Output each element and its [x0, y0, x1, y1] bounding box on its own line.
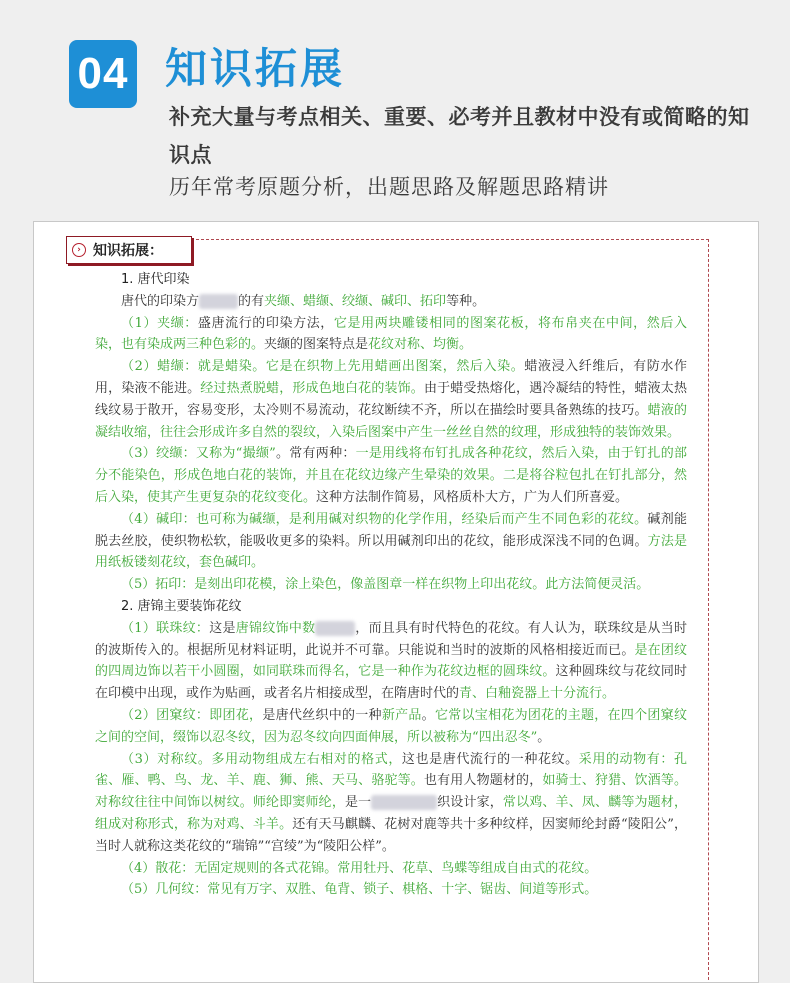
highlighted-text: 唐锦纹饰中数 [235, 620, 316, 636]
document-content [95, 269, 687, 901]
text-run: ，而且具有时代特色的花纹。有人认为，联珠纹是从当时的波斯传入的。根据所见材料证明，此说并不可靠。只能说和当时的波斯的风格相接近而已。 [95, 620, 687, 658]
highlighted-text: （2）团窠纹：即团花， [121, 707, 263, 723]
highlighted-text: 花纹对称、均衡。 [368, 337, 473, 353]
section-number-badge: 04 [69, 40, 137, 108]
body-paragraph [95, 574, 687, 596]
body-paragraph [95, 618, 687, 705]
section-heading: 1. 唐代印染 [121, 272, 190, 287]
knowledge-label: 知识拓展： [93, 243, 163, 259]
highlighted-text: （3）对称纹。多用动物组成左右相对的格式， [121, 751, 402, 767]
highlighted-text: 一是用线将布钉扎成各种花纹，然后入染，由于钉扎的部分不能染色，形成色地白花的装饰，并且在花纹边缘产生晕染的效果。二是将谷粒包扎在钉扎部分，然后入染，使其产生更复杂的花纹变化。 [95, 446, 687, 505]
highlighted-text: 常以鸡、羊、凤、麟等为题材，组成对称形式，称为对鸡、斗羊。 [95, 795, 687, 832]
page-title: 知识拓展 [165, 44, 346, 93]
text-run: 这也是唐代流行的一种花纹。 [401, 751, 579, 767]
text-run: 。常有两种： [275, 446, 356, 462]
highlighted-text: （4）碱印： [121, 511, 196, 527]
highlighted-text: 蜡液的凝结收缩，往往会形成许多自然的裂纹，入染后图案中产生一丝丝自然的纹理，形成独特的装饰效果。 [95, 402, 687, 440]
body-paragraph [95, 705, 687, 749]
body-paragraph [95, 509, 687, 574]
text-run: 的有 [238, 293, 265, 309]
highlighted-text: （4）散花：无固定规则的各式花锦。常用牡丹、花草、鸟蝶等组成自由式的花纹。 [121, 860, 598, 876]
highlighted-text: 是在团纹的四周边饰以若干小圆圈，如同联珠而得名，它是一种作为花纹边框的圆珠纹。 [95, 642, 687, 680]
text-run: 也有用人物题材的， [423, 773, 543, 789]
section-heading: 2. 唐锦主要装饰花纹 [121, 598, 242, 614]
text-run: 盛唐流行的印染方法， [197, 315, 334, 331]
highlighted-text: 经过热煮脱蜡，形成色地白花的装饰。 [200, 380, 424, 396]
highlighted-text: （5）几何纹：常见有万字、双胜、龟背、锁子、棋格、十字、锯齿、间道等形式。 [121, 882, 598, 898]
highlighted-text: （2）蜡缬：就是蜡染。它是在织物上先用蜡画出图案，然后入染。 [121, 359, 525, 375]
highlighted-text: （3）绞缬：又称为“撮缬” [121, 446, 276, 462]
text-run: 是唐代丝织中的一种 [262, 707, 382, 723]
knowledge-label-box [66, 236, 192, 264]
text-run: 还有天马麒麟、花树对鹿等共十多种纹样，因窦师纶封爵“陵阳公”，当时人就称这类花纹的“瑞锦”“宫绫”为“陵阳公样”。 [95, 816, 687, 854]
highlighted-text: 也可称为碱缬，是利用碱对织物的化学作用，经染后而产生不同色彩的花纹。 [195, 511, 648, 527]
text-run: 唐代的印染方 [121, 293, 200, 309]
highlighted-text: 新产品 [381, 707, 422, 723]
body-paragraph [95, 749, 687, 858]
body-paragraph [95, 356, 687, 443]
redacted-text [315, 621, 355, 636]
highlighted-text: 采用的动物有：孔雀、雁、鸭、鸟、龙、羊、鹿、狮、熊、天马、骆驼等。 [95, 751, 687, 789]
body-paragraph [95, 291, 687, 313]
body-paragraph [95, 879, 687, 901]
text-run: 这种方法制作简易，风格质朴大方，广为人们所喜爱。 [316, 489, 629, 505]
text-run: 织设计家， [437, 795, 503, 811]
highlighted-text: 方法是用纸板镂刻花纹，套色碱印。 [95, 533, 687, 571]
text-run: 。 [421, 707, 435, 723]
highlighted-text: 它常以宝相花为团花的主题，在四个团窠纹之间的空间，缀饰以忍冬纹，因为忍冬纹向四面伸展，所以被称为“四出忍冬” [95, 707, 687, 745]
text-run: 碱剂能脱去丝胶，使织物松软，能吸收更多的染料。所以用碱剂印出的花纹，能形成深浅不同的色调。 [95, 511, 687, 549]
text-run: 这种圆珠纹与花纹同时在印模中出现，或作为贴画，或者名片相接成型，在隋唐时代的 [95, 664, 687, 702]
body-paragraph [95, 858, 687, 880]
highlighted-text: （1）夹缬： [121, 315, 198, 331]
body-paragraph [95, 313, 687, 357]
highlighted-text: （1）联珠纹： [121, 620, 210, 636]
text-run: 由于蜡受热熔化，遇冷凝结的特性，蜡液太热线纹易于散开，容易变形，太冷则不易流动，花纹断续不齐，所以在描绘时要具备熟练的技巧。 [95, 380, 687, 418]
chevron-circle-icon: › [72, 243, 86, 257]
highlighted-text: 如骑士、狩猎、饮酒等。对称纹往往中间饰以树纹。师纶即窦师纶， [95, 773, 687, 811]
highlighted-text: 夹缬、蜡缬、绞缬、碱印、拓印 [264, 293, 447, 309]
redacted-text [371, 795, 437, 810]
page-subtitle: 补充大量与考点相关、重要、必考并且教材中没有或简略的知识点 [169, 105, 750, 167]
text-run: 。 [537, 729, 551, 745]
text-run: 蜡液浸入纤维后，有防水作用，染液不能进。 [95, 359, 687, 396]
text-run: 夹缬的图案特点是 [264, 337, 369, 353]
highlighted-text: （5）拓印：是刻出印花模，涂上染色，像盖图章一样在织物上印出花纹。此方法简便灵活。 [121, 577, 650, 593]
body-paragraph [95, 443, 687, 508]
highlighted-text: 青、白釉瓷器上十分流行。 [459, 686, 616, 702]
text-run: 等种。 [446, 293, 486, 309]
page-tagline: 历年常考原题分析，出题思路及解题思路精讲 [169, 175, 609, 199]
text-run: 是一 [345, 795, 372, 811]
highlighted-text: 它是用两块雕镂相同的图案花板，将布帛夹在中间，然后入染，也有染成两三种色彩的。 [95, 315, 687, 353]
text-run: 这是 [209, 620, 236, 636]
redacted-text [199, 294, 238, 309]
